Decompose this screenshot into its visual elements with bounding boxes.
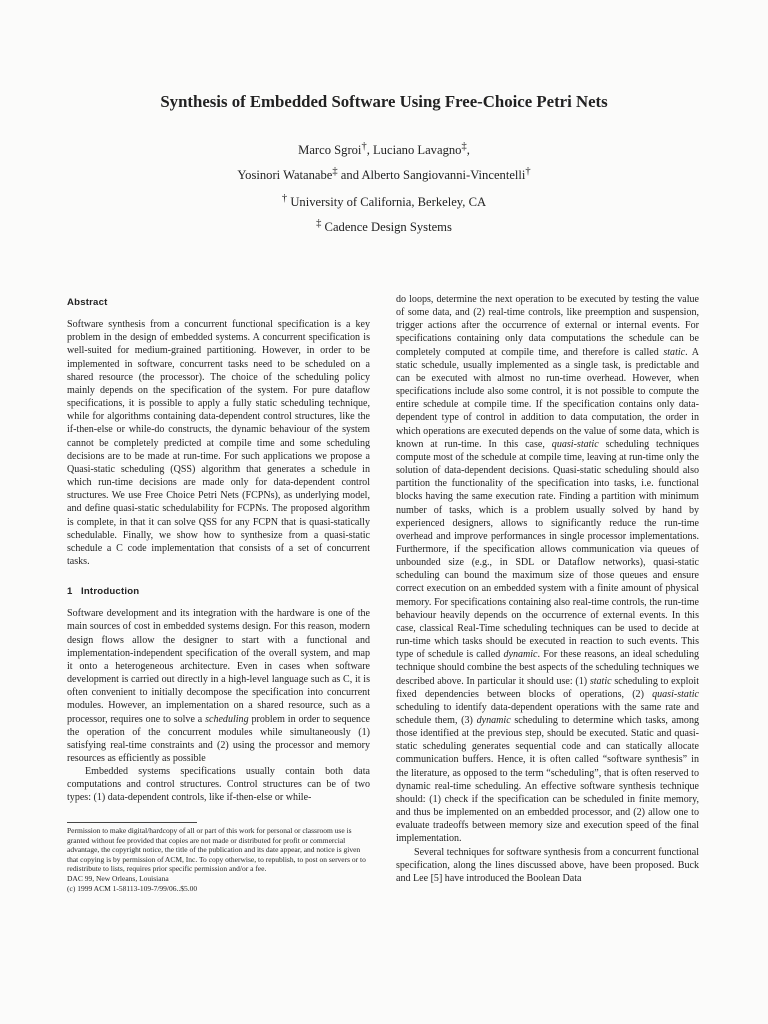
emphasis: scheduling: [205, 713, 249, 725]
abstract-heading: Abstract: [67, 297, 108, 308]
affil-mark: †: [361, 141, 367, 152]
affiliation-cadence: Cadence Design Systems: [321, 220, 452, 235]
affil-mark: †: [525, 166, 531, 178]
text-run: scheduling techniques compute most of the schedule at compile time, leaving at run-time only the solution of data-dependent decisions. Quasi-static scheduling should also partition the functionality of the specification into tasks, i.e. functional blocks having the same execution rate. Finding a partition with minimum number of tasks, which is a problem usually solved by hand by experienced designers, allows to significantly reduce the run-time overhead and improve performances in single processor implementations. Furthermore, if the specification allows communication via queues of unbounded size (e.g., in SDL or Dataflow networks), quasi-static scheduling can bound the maximum size of those queues and ensure correct execution on an embedded system with a finite amount of physical memory. For specifications containing also real-time controls, the run-time behaviour heavily depends on the occurrence of external events. In this case, classical Real-Time scheduling techniques can be used to decide at run-time which tasks should be executed in reaction to such events. This type of schedule is called: [396, 438, 699, 661]
section-title: Introduction: [81, 586, 140, 598]
permission-notice: Permission to make digital/hardcopy of all or part of this work for personal or classroom use is granted without fee provided that copies are not made or distributed for profit or commercial advantage, the copyright notice, the title of the publication and its date appear, and notice is given that copying is by permission of ACM, Inc. To copy otherwise, to republish, to post on servers or to redistribute to lists, requires prior specific permission and/or a fee.: [67, 826, 366, 874]
author-sep: ,: [466, 143, 470, 158]
affiliation-ucb: University of California, Berkeley, CA: [287, 195, 487, 210]
emphasis: dynamic: [503, 649, 538, 661]
right-paragraph-1: [396, 293, 699, 846]
section-number: 1: [67, 586, 73, 598]
paper-title: Synthesis of Embedded Software Using Free-Choice Petri Nets: [160, 92, 608, 111]
emphasis: static: [663, 346, 686, 358]
text-run: scheduling to exploit fixed dependencies between blocks of operations, (2): [396, 675, 699, 700]
affil-mark: ‡: [332, 166, 338, 178]
emphasis: static: [589, 675, 612, 687]
text-run: scheduling to determine which tasks, among those identified at the previous step, should be executed. Static and quasi-static scheduling generates sequential code and can statically allocate communication buffers. Hence, it is often called “software synthesis” in the literature, as opposed to the term “scheduling”, that is often reserved to dynamic real-time scheduling. An effective software synthesis technique should: (1) check if the specification can be scheduled in finite memory, and thus be implemented on an embedded processor, and (2) allow one to evaluate tradeoffs between memory size and execution speed of the final implementation.: [396, 715, 699, 845]
emphasis: quasi-static: [652, 688, 699, 700]
text-run: . For these reasons, an ideal scheduling technique should combine the best aspects of the scheduling techniques we described above. In particular it should use: (1): [396, 649, 699, 687]
text-run: problem in order to sequence the operation of the concurrent modules while simultaneously (1) satisfying real-time constraints and (2) using the processor and memory resources as efficiently as possible: [67, 713, 370, 764]
affil-mark: †: [281, 193, 288, 204]
left-column: [67, 296, 370, 805]
affil-mark: ‡: [461, 141, 467, 152]
author-lavagno: , Luciano Lavagno: [366, 143, 462, 158]
author-sgroi: Marco Sgroi: [298, 143, 362, 158]
footnote: [67, 826, 370, 893]
affiliations: [0, 188, 768, 238]
author-list: [0, 136, 768, 186]
right-column: [396, 293, 699, 885]
text-run: do loops, determine the next operation to be executed by testing the value of some data, and (2) real-time controls, like preemption and suspension, trigger actions after the occurrence of external or internal events. For specifications containing only data computations the schedule can be completely computed at compile time, and therefore is called: [396, 294, 699, 358]
intro-paragraph-1: [67, 607, 370, 765]
emphasis: quasi-static: [551, 438, 599, 450]
affil-mark: ‡: [316, 218, 322, 230]
emphasis: dynamic: [476, 715, 511, 726]
text-run: scheduling to identify data-dependent operations with the same rate and schedule them, (3): [396, 701, 699, 726]
conference-info: DAC 99, New Orleans, Louisiana: [67, 873, 169, 883]
right-paragraph-2: Several techniques for software synthesis from a concurrent functional specification, along the lines discussed above, have been proposed. Buck and Lee [5] have introduced the Boolean Data: [396, 846, 699, 884]
affiliation-1: [0, 188, 768, 213]
abstract-text: Software synthesis from a concurrent functional specification is a key problem in the design of embedded systems. A concurrent specification is well-suited for medium-grained partitioning. However, in order to be implemented in software, concurrent tasks need to be scheduled on a shared resource (the processor). The choice of the scheduling policy mainly depends on the specification of the system. For pure dataflow specifications, it is possible to apply a fully static scheduling technique, while for algorithms containing data-dependent control structures, like the if-then-else or while-do constructs, the dynamic behaviour of the system cannot be completely predicted at compile time and some scheduling decisions are to be made at run-time. For such applications we propose a Quasi-static scheduling (QSS) algorithm that generates a schedule in which run-time decisions are made only for data-dependent control structures. We use Free Choice Petri Nets (FCPNs), as underlying model, and define quasi-static schedulability for FCPNs. The proposed algorithm is complete, in that it can solve QSS for any FCPN that is quasi-statically schedulable. Finally, we show how to synthesize from a quasi-static schedule a C code implementation that consists of a set of concurrent tasks.: [67, 319, 370, 567]
author-watanabe: Yosinori Watanabe: [237, 168, 333, 183]
text-run: . A static schedule, usually implemented as a single task, is predictable and can be executed with almost no run-time overhead. However, when specifications include also some control, it is not possible to compute the entire schedule at compile time. If the specification contains only data-dependent type of control in addition to data computation, the order in which operations are executed depends on the value of some data, which is known at run-time. In this case,: [396, 346, 699, 450]
author-line-2: [0, 161, 768, 186]
intro-paragraph-2: Embedded systems specifications usually contain both data computations and control structures. Control structures can be of two types: (1) data-dependent controls, like if-then-else or while-: [67, 766, 370, 804]
copyright-line: (c) 1999 ACM 1-58113-109-7/99/06..$5.00: [67, 883, 198, 893]
affiliation-2: [0, 213, 768, 238]
intro-heading: [67, 585, 370, 598]
author-sangiovanni: and Alberto Sangiovanni-Vincentelli: [337, 168, 526, 183]
footnote-rule: [67, 822, 197, 823]
text-run: Software development and its integration with the hardware is one of the main sources of cost in embedded systems design. For this reason, modern design flows allow the designer to start with a functional and implementation-independent specification of the overall system, and map it onto a heterogeneous architecture. Even in cases when software development is carried out directly in a high-level language such as C, it is often convenient to initially decompose the specification into concurrent modules. However, an implementation on a shared resource, such as a processor, requires one to solve a: [67, 608, 370, 725]
author-line-1: [0, 136, 768, 161]
